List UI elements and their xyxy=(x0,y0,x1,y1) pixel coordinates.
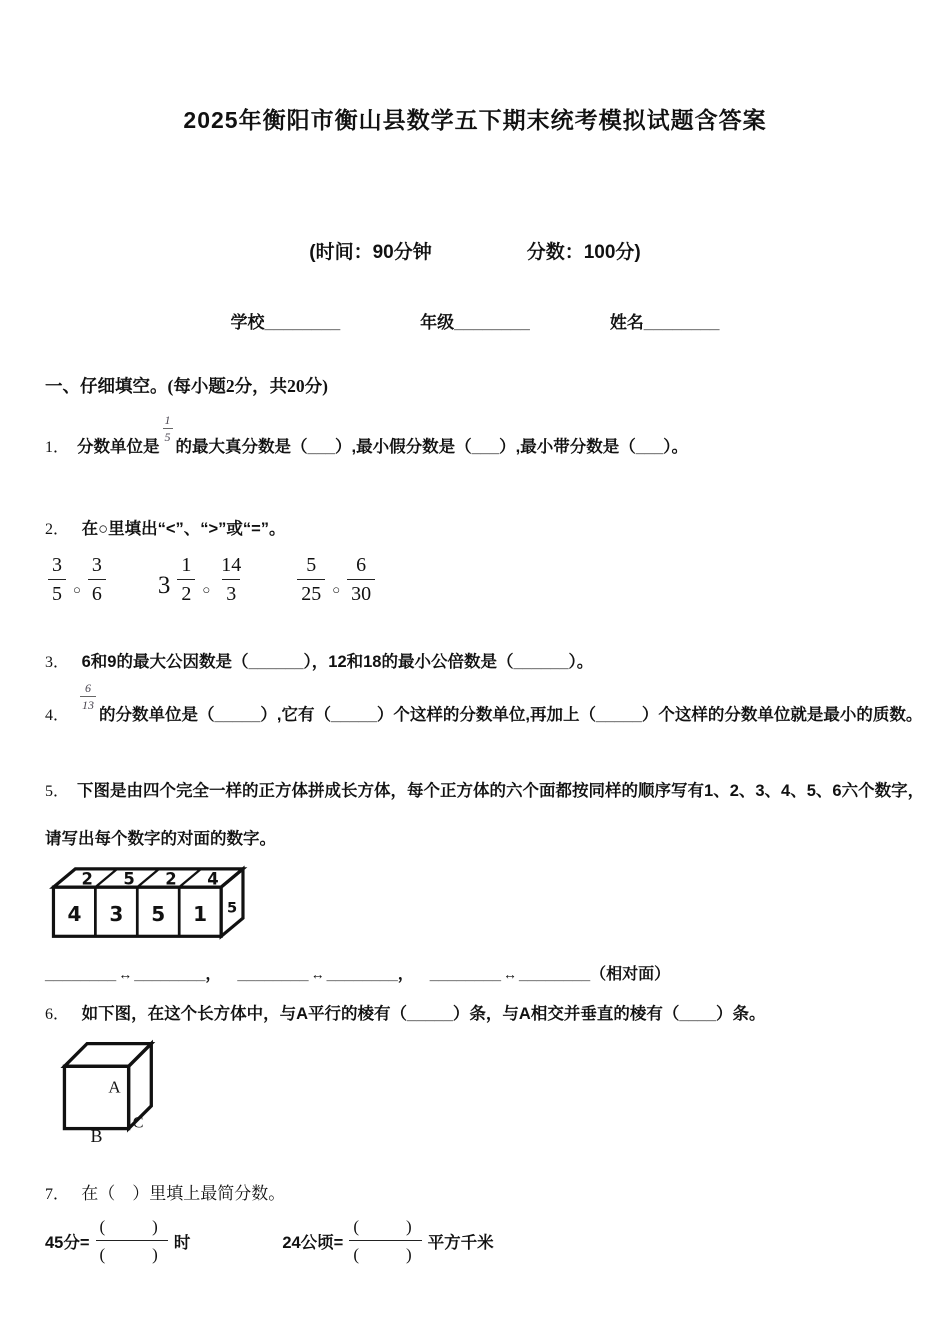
fraction-denominator: 5 xyxy=(48,579,66,604)
fraction-numerator-blank: ( ) xyxy=(99,1217,164,1236)
comma: ， xyxy=(397,966,414,983)
fraction-denominator-blank: ( ) xyxy=(349,1240,421,1263)
fraction-denominator: 6 xyxy=(88,579,106,604)
school-blank: 学校________ xyxy=(230,313,341,332)
total-score-label: 分数：100分) xyxy=(526,242,641,263)
edge-label-a: A xyxy=(108,1077,121,1097)
answer-blank: ________ xyxy=(326,966,398,983)
cube-top-face-number: 2 xyxy=(165,869,177,889)
conversion-unit: 时 xyxy=(173,1233,191,1252)
grade-blank: 年级________ xyxy=(420,313,530,332)
question-1-text-before: 分数单位是 xyxy=(77,438,160,456)
fraction-numerator: 6 xyxy=(356,554,367,576)
answer-blank: ________ xyxy=(429,966,501,983)
double-arrow-icon: ↔ xyxy=(118,966,133,982)
question-5-line2: 请写出每个数字的对面的数字。 xyxy=(45,830,276,848)
question-6-number: 6． xyxy=(45,1006,70,1023)
inline-fraction-1-5 xyxy=(163,414,173,443)
cube-top-face-number: 5 xyxy=(123,869,135,889)
question-7 xyxy=(45,1179,950,1204)
fraction xyxy=(217,555,245,604)
answer-blank: ________ xyxy=(134,966,206,983)
time-limit-label: (时间：90分钟 xyxy=(309,242,432,263)
question-7-items xyxy=(45,1218,950,1263)
cube-front-face-number: 5 xyxy=(151,901,166,926)
question-4-number: 4． xyxy=(45,707,70,724)
edge-label-b: B xyxy=(90,1125,103,1144)
fraction-denominator: 30 xyxy=(347,579,375,604)
cube-top-face-number: 2 xyxy=(81,869,93,889)
conversion-prefix: 45分= xyxy=(45,1233,90,1252)
q5-answer-line xyxy=(45,961,950,984)
fraction-numerator: 1 xyxy=(164,413,171,427)
question-2-text: 在○里填出“<”、“>”或“=”。 xyxy=(81,520,286,538)
fraction-numerator: 14 xyxy=(221,554,242,576)
comparison-3 xyxy=(297,555,375,604)
conversion-item-hectares xyxy=(282,1218,493,1263)
cubes-figure-wrap xyxy=(48,865,950,947)
conversion-unit: 平方千米 xyxy=(427,1233,494,1252)
question-5-line1: 下图是由四个完全一样的正方体拼成长方体，每个正方体的六个面都按同样的顺序写有1、2、3、4、5、6六个数字， xyxy=(77,782,925,800)
answer-blank: ________ xyxy=(45,966,117,983)
opposite-faces-label: （相对面） xyxy=(590,966,671,983)
inline-fraction-6-13 xyxy=(80,682,96,711)
comparison-1 xyxy=(48,555,106,604)
answer-blank: ________ xyxy=(518,966,591,983)
question-7-text: 在（ ）里填上最简分数。 xyxy=(81,1184,286,1203)
fraction-numerator: 6 xyxy=(85,681,92,695)
cube-side-face-number: 5 xyxy=(226,899,238,917)
question-2 xyxy=(45,515,950,539)
blank-fraction xyxy=(96,1218,168,1263)
question-2-number: 2． xyxy=(45,521,70,538)
cube-front-face-number: 3 xyxy=(109,901,124,926)
comparison-circle: ○ xyxy=(332,582,341,597)
conversion-item-minutes xyxy=(45,1218,190,1263)
question-6 xyxy=(45,1000,950,1024)
fraction xyxy=(48,555,66,604)
student-info-row xyxy=(0,308,950,333)
comparison-circle: ○ xyxy=(202,582,211,597)
fraction xyxy=(347,555,375,604)
question-3 xyxy=(45,648,950,672)
blank-fraction xyxy=(349,1218,421,1263)
question-5-number: 5． xyxy=(45,783,70,800)
section-1-heading: 一、仔细填空。(每小题2分，共20分) xyxy=(45,376,328,396)
question-5 xyxy=(45,777,950,849)
question-4 xyxy=(45,681,950,725)
fraction-denominator: 2 xyxy=(177,579,195,604)
fraction-numerator: 1 xyxy=(181,554,192,576)
fraction xyxy=(297,555,325,604)
comma: ， xyxy=(205,966,222,983)
name-blank: 姓名________ xyxy=(609,313,720,332)
answer-blank: ________ xyxy=(237,966,309,983)
comparison-2 xyxy=(158,555,245,604)
question-2-comparisons xyxy=(48,555,950,604)
fraction xyxy=(88,555,106,604)
exam-meta-row xyxy=(0,237,950,264)
fraction-denominator: 3 xyxy=(222,579,240,604)
fraction-numerator: 5 xyxy=(306,554,317,576)
double-arrow-icon: ↔ xyxy=(502,966,517,982)
mixed-number-whole: 3 xyxy=(157,572,171,599)
conversion-prefix: 24公顷= xyxy=(282,1233,344,1252)
fraction-denominator: 13 xyxy=(82,698,95,712)
cubes-figure xyxy=(48,865,253,942)
fraction-numerator-blank: ( ) xyxy=(353,1217,418,1236)
fraction-denominator: 5 xyxy=(164,430,171,444)
comparison-circle: ○ xyxy=(73,582,81,597)
fraction-denominator: 25 xyxy=(297,579,325,604)
double-arrow-icon: ↔ xyxy=(310,966,325,982)
question-7-number: 7． xyxy=(45,1186,70,1203)
fraction-denominator-blank: ( ) xyxy=(96,1240,168,1263)
edge-label-c: C xyxy=(132,1114,144,1132)
page-title: 2025年衡阳市衡山县数学五下期末统考模拟试题含答案 xyxy=(183,107,767,133)
fraction-numerator: 3 xyxy=(52,554,62,576)
question-3-text: 6和9的最大公因数是（______），12和18的最小公倍数是（______）。 xyxy=(81,653,594,671)
question-3-number: 3． xyxy=(45,654,70,671)
question-1-text-after: 的最大真分数是（___）,最小假分数是（___）,最小带分数是（___）。 xyxy=(175,438,689,456)
cuboid-figure-wrap xyxy=(55,1032,950,1149)
cube-front-face-number: 4 xyxy=(67,901,82,926)
cube-top-face-number: 4 xyxy=(207,869,219,889)
fraction xyxy=(177,555,195,604)
question-1-number: 1． xyxy=(45,439,70,456)
question-4-text: 的分数单位是（_____）,它有（_____）个这样的分数单位,再加上（_____）个这样的分数单位就是最小的质数。 xyxy=(99,706,923,724)
cube-front-face-number: 1 xyxy=(193,901,208,926)
fraction-numerator: 3 xyxy=(91,554,102,576)
cuboid-figure xyxy=(55,1032,173,1144)
question-1 xyxy=(45,413,950,457)
question-6-text: 如下图，在这个长方体中，与A平行的棱有（_____）条，与A相交并垂直的棱有（____）条。 xyxy=(81,1005,766,1023)
